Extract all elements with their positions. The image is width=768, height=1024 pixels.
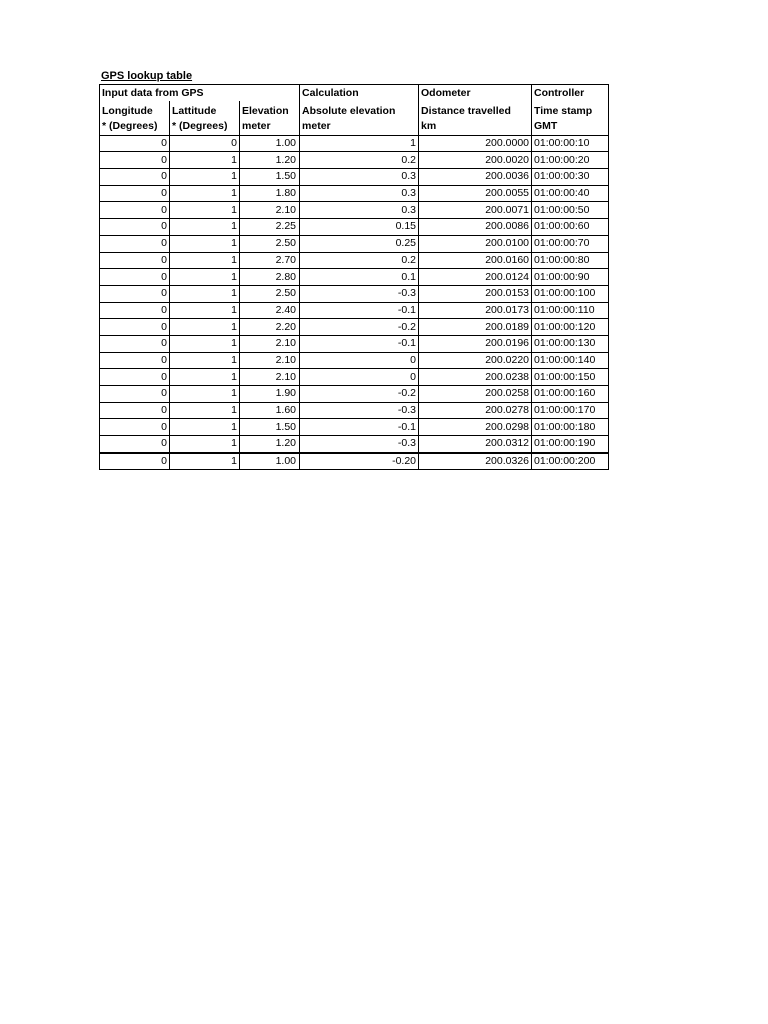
cell-distance-travelled: 200.0160 [419,252,532,269]
cell-absolute-elevation: 0.25 [300,235,419,252]
cell-time-stamp: 01:00:00:90 [532,269,609,286]
table-row [100,302,609,319]
cell-time-stamp: 01:00:00:80 [532,252,609,269]
unit-time-stamp: GMT [532,119,609,135]
cell-longitude: 0 [100,202,170,219]
table-row [100,235,609,252]
cell-elevation: 2.50 [240,235,300,252]
cell-time-stamp: 01:00:00:40 [532,185,609,202]
table-row [100,386,609,403]
cell-latitude: 1 [170,352,240,369]
cell-time-stamp: 01:00:00:130 [532,335,609,352]
cell-distance-travelled: 200.0326 [419,453,532,470]
cell-longitude: 0 [100,453,170,470]
cell-elevation: 1.20 [240,436,300,453]
cell-distance-travelled: 200.0220 [419,352,532,369]
cell-distance-travelled: 200.0238 [419,369,532,386]
cell-time-stamp: 01:00:00:120 [532,319,609,336]
cell-absolute-elevation: -0.1 [300,335,419,352]
cell-distance-travelled: 200.0100 [419,235,532,252]
cell-time-stamp: 01:00:00:50 [532,202,609,219]
unit-absolute-elevation: meter [300,119,419,135]
cell-longitude: 0 [100,386,170,403]
cell-longitude: 0 [100,285,170,302]
cell-longitude: 0 [100,369,170,386]
unit-elevation: meter [240,119,300,135]
cell-elevation: 1.00 [240,453,300,470]
cell-distance-travelled: 200.0173 [419,302,532,319]
cell-longitude: 0 [100,152,170,169]
table-row [100,219,609,236]
cell-latitude: 1 [170,453,240,470]
cell-latitude: 1 [170,219,240,236]
header-distance-travelled: Distance travelled [419,101,532,119]
cell-absolute-elevation: -0.1 [300,302,419,319]
table-row [100,453,609,470]
cell-latitude: 1 [170,319,240,336]
group-calculation: Calculation [300,85,419,102]
cell-elevation: 2.50 [240,285,300,302]
cell-longitude: 0 [100,135,170,152]
cell-latitude: 1 [170,235,240,252]
cell-latitude: 1 [170,335,240,352]
cell-distance-travelled: 200.0196 [419,335,532,352]
cell-elevation: 2.80 [240,269,300,286]
cell-absolute-elevation: 0.15 [300,219,419,236]
cell-latitude: 1 [170,302,240,319]
column-header-row [100,101,609,119]
cell-absolute-elevation: -0.3 [300,436,419,453]
cell-elevation: 2.70 [240,252,300,269]
cell-elevation: 1.00 [240,135,300,152]
table-row [100,169,609,186]
table-title: GPS lookup table [101,70,193,82]
cell-longitude: 0 [100,269,170,286]
table-row [100,352,609,369]
cell-latitude: 1 [170,386,240,403]
cell-time-stamp: 01:00:00:180 [532,419,609,436]
cell-distance-travelled: 200.0036 [419,169,532,186]
cell-longitude: 0 [100,335,170,352]
gps-lookup-table [99,84,609,470]
cell-elevation: 1.90 [240,386,300,403]
group-odometer: Odometer [419,85,532,102]
table-row [100,285,609,302]
cell-absolute-elevation: 0.2 [300,252,419,269]
cell-distance-travelled: 200.0000 [419,135,532,152]
table-row [100,152,609,169]
cell-time-stamp: 01:00:00:170 [532,402,609,419]
cell-time-stamp: 01:00:00:200 [532,453,609,470]
unit-distance: km [419,119,532,135]
cell-latitude: 1 [170,436,240,453]
cell-time-stamp: 01:00:00:150 [532,369,609,386]
cell-elevation: 1.80 [240,185,300,202]
table-row [100,252,609,269]
cell-distance-travelled: 200.0020 [419,152,532,169]
gps-lookup-sheet [99,68,609,470]
cell-absolute-elevation: -0.3 [300,402,419,419]
cell-absolute-elevation: 0 [300,352,419,369]
table-row [100,319,609,336]
cell-elevation: 1.20 [240,152,300,169]
table-row [100,402,609,419]
cell-distance-travelled: 200.0071 [419,202,532,219]
group-controller: Controller [532,85,609,102]
cell-absolute-elevation: -0.2 [300,319,419,336]
cell-distance-travelled: 200.0086 [419,219,532,236]
cell-time-stamp: 01:00:00:10 [532,135,609,152]
cell-absolute-elevation: -0.20 [300,453,419,470]
table-row [100,419,609,436]
cell-latitude: 1 [170,285,240,302]
header-elevation: Elevation [240,101,300,119]
cell-latitude: 1 [170,369,240,386]
cell-longitude: 0 [100,252,170,269]
cell-time-stamp: 01:00:00:190 [532,436,609,453]
table-row [100,269,609,286]
cell-latitude: 0 [170,135,240,152]
cell-time-stamp: 01:00:00:140 [532,352,609,369]
cell-time-stamp: 01:00:00:60 [532,219,609,236]
cell-absolute-elevation: 0.3 [300,169,419,186]
cell-distance-travelled: 200.0278 [419,402,532,419]
cell-longitude: 0 [100,235,170,252]
cell-longitude: 0 [100,302,170,319]
cell-longitude: 0 [100,169,170,186]
cell-absolute-elevation: 0.3 [300,202,419,219]
cell-elevation: 1.50 [240,419,300,436]
header-absolute-elevation: Absolute elevation [300,101,419,119]
cell-absolute-elevation: 0.3 [300,185,419,202]
cell-distance-travelled: 200.0055 [419,185,532,202]
cell-elevation: 2.10 [240,202,300,219]
header-time-stamp: Time stamp [532,101,609,119]
unit-longitude: * (Degrees) [100,119,170,135]
group-header-row [100,85,609,102]
cell-absolute-elevation: -0.1 [300,419,419,436]
unit-latitude: * (Degrees) [170,119,240,135]
cell-absolute-elevation: 0.2 [300,152,419,169]
cell-distance-travelled: 200.0124 [419,269,532,286]
table-row [100,369,609,386]
unit-row [100,119,609,135]
cell-longitude: 0 [100,319,170,336]
cell-time-stamp: 01:00:00:30 [532,169,609,186]
cell-elevation: 1.50 [240,169,300,186]
cell-latitude: 1 [170,269,240,286]
cell-latitude: 1 [170,252,240,269]
cell-elevation: 2.10 [240,335,300,352]
cell-elevation: 2.25 [240,219,300,236]
cell-latitude: 1 [170,185,240,202]
cell-latitude: 1 [170,169,240,186]
table-row [100,135,609,152]
cell-latitude: 1 [170,419,240,436]
cell-distance-travelled: 200.0312 [419,436,532,453]
cell-distance-travelled: 200.0189 [419,319,532,336]
cell-latitude: 1 [170,402,240,419]
cell-elevation: 1.60 [240,402,300,419]
cell-time-stamp: 01:00:00:70 [532,235,609,252]
cell-elevation: 2.20 [240,319,300,336]
cell-latitude: 1 [170,202,240,219]
cell-longitude: 0 [100,219,170,236]
cell-longitude: 0 [100,402,170,419]
cell-distance-travelled: 200.0153 [419,285,532,302]
table-row [100,335,609,352]
cell-elevation: 2.10 [240,352,300,369]
cell-longitude: 0 [100,419,170,436]
cell-longitude: 0 [100,185,170,202]
group-input-data: Input data from GPS [100,85,300,102]
cell-absolute-elevation: 0.1 [300,269,419,286]
cell-time-stamp: 01:00:00:160 [532,386,609,403]
table-row [100,436,609,453]
header-longitude: Longitude [100,101,170,119]
cell-absolute-elevation: -0.3 [300,285,419,302]
cell-elevation: 2.10 [240,369,300,386]
cell-longitude: 0 [100,436,170,453]
table-row [100,202,609,219]
cell-absolute-elevation: -0.2 [300,386,419,403]
table-row [100,185,609,202]
cell-elevation: 2.40 [240,302,300,319]
cell-latitude: 1 [170,152,240,169]
header-latitude: Lattitude [170,101,240,119]
cell-longitude: 0 [100,352,170,369]
cell-distance-travelled: 200.0258 [419,386,532,403]
cell-time-stamp: 01:00:00:100 [532,285,609,302]
cell-time-stamp: 01:00:00:110 [532,302,609,319]
cell-time-stamp: 01:00:00:20 [532,152,609,169]
cell-distance-travelled: 200.0298 [419,419,532,436]
cell-absolute-elevation: 1 [300,135,419,152]
cell-absolute-elevation: 0 [300,369,419,386]
